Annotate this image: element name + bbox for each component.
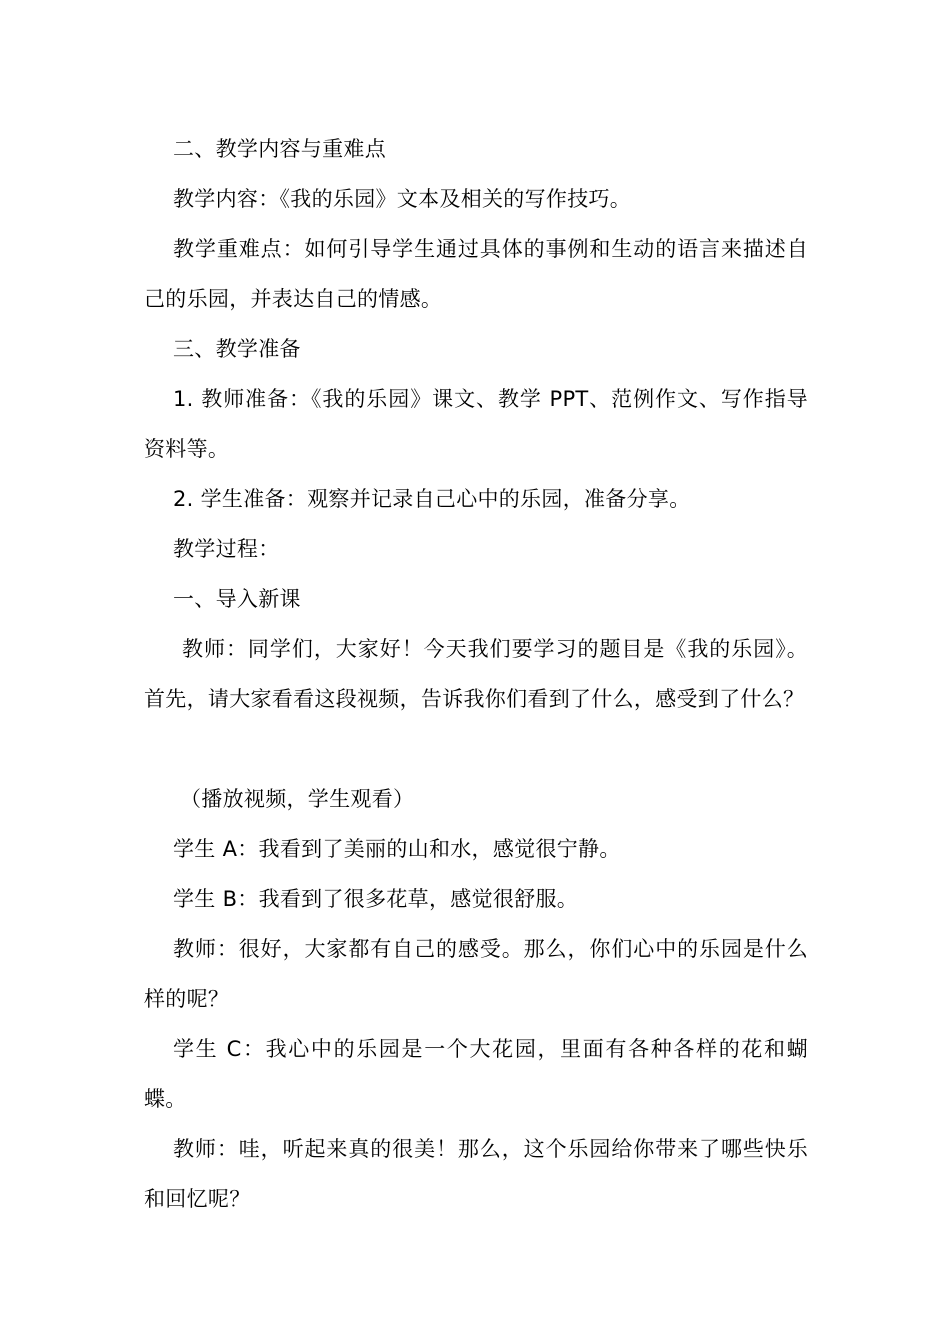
paragraph-student-b: 学生 B：我看到了很多花草，感觉很舒服。	[173, 887, 579, 911]
section-heading-content: 二、教学内容与重难点	[173, 137, 386, 161]
paragraph-key-points: 教学重难点：如何引导学生通过具体的事例和生动的语言来描述自己的乐园，并表达自己的情感。	[144, 237, 808, 311]
paragraph-teaching-content: 教学内容：《我的乐园》文本及相关的写作技巧。	[173, 187, 632, 211]
paragraph-student-a: 学生 A：我看到了美丽的山和水，感觉很宁静。	[173, 837, 621, 861]
paragraph-teacher-followup: 教师：哇，听起来真的很美！那么，这个乐园给你带来了哪些快乐和回忆呢？	[144, 1137, 808, 1211]
paragraph-student-prep: 2. 学生准备：观察并记录自己心中的乐园，准备分享。	[173, 487, 691, 511]
paragraph-student-c: 学生 C：我心中的乐园是一个大花园，里面有各种各样的花和蝴蝶。	[144, 1037, 808, 1111]
paragraph-process-label: 教学过程：	[173, 537, 280, 561]
paragraph-teacher-greeting: 教师：同学们，大家好！今天我们要学习的题目是《我的乐园》。首先，请大家看看这段视频，告诉我你们看到了什么，感受到了什么？	[144, 637, 808, 711]
paragraph-teacher-question: 教师：很好，大家都有自己的感受。那么，你们心中的乐园是什么样的呢？	[144, 937, 808, 1011]
paragraph-teacher-prep: 1. 教师准备：《我的乐园》课文、教学 PPT、范例作文、写作指导资料等。	[144, 387, 808, 461]
section-heading-intro: 一、导入新课	[173, 587, 301, 611]
section-heading-preparation: 三、教学准备	[173, 337, 301, 361]
paragraph-stage-direction: （播放视频，学生观看）	[180, 787, 415, 811]
